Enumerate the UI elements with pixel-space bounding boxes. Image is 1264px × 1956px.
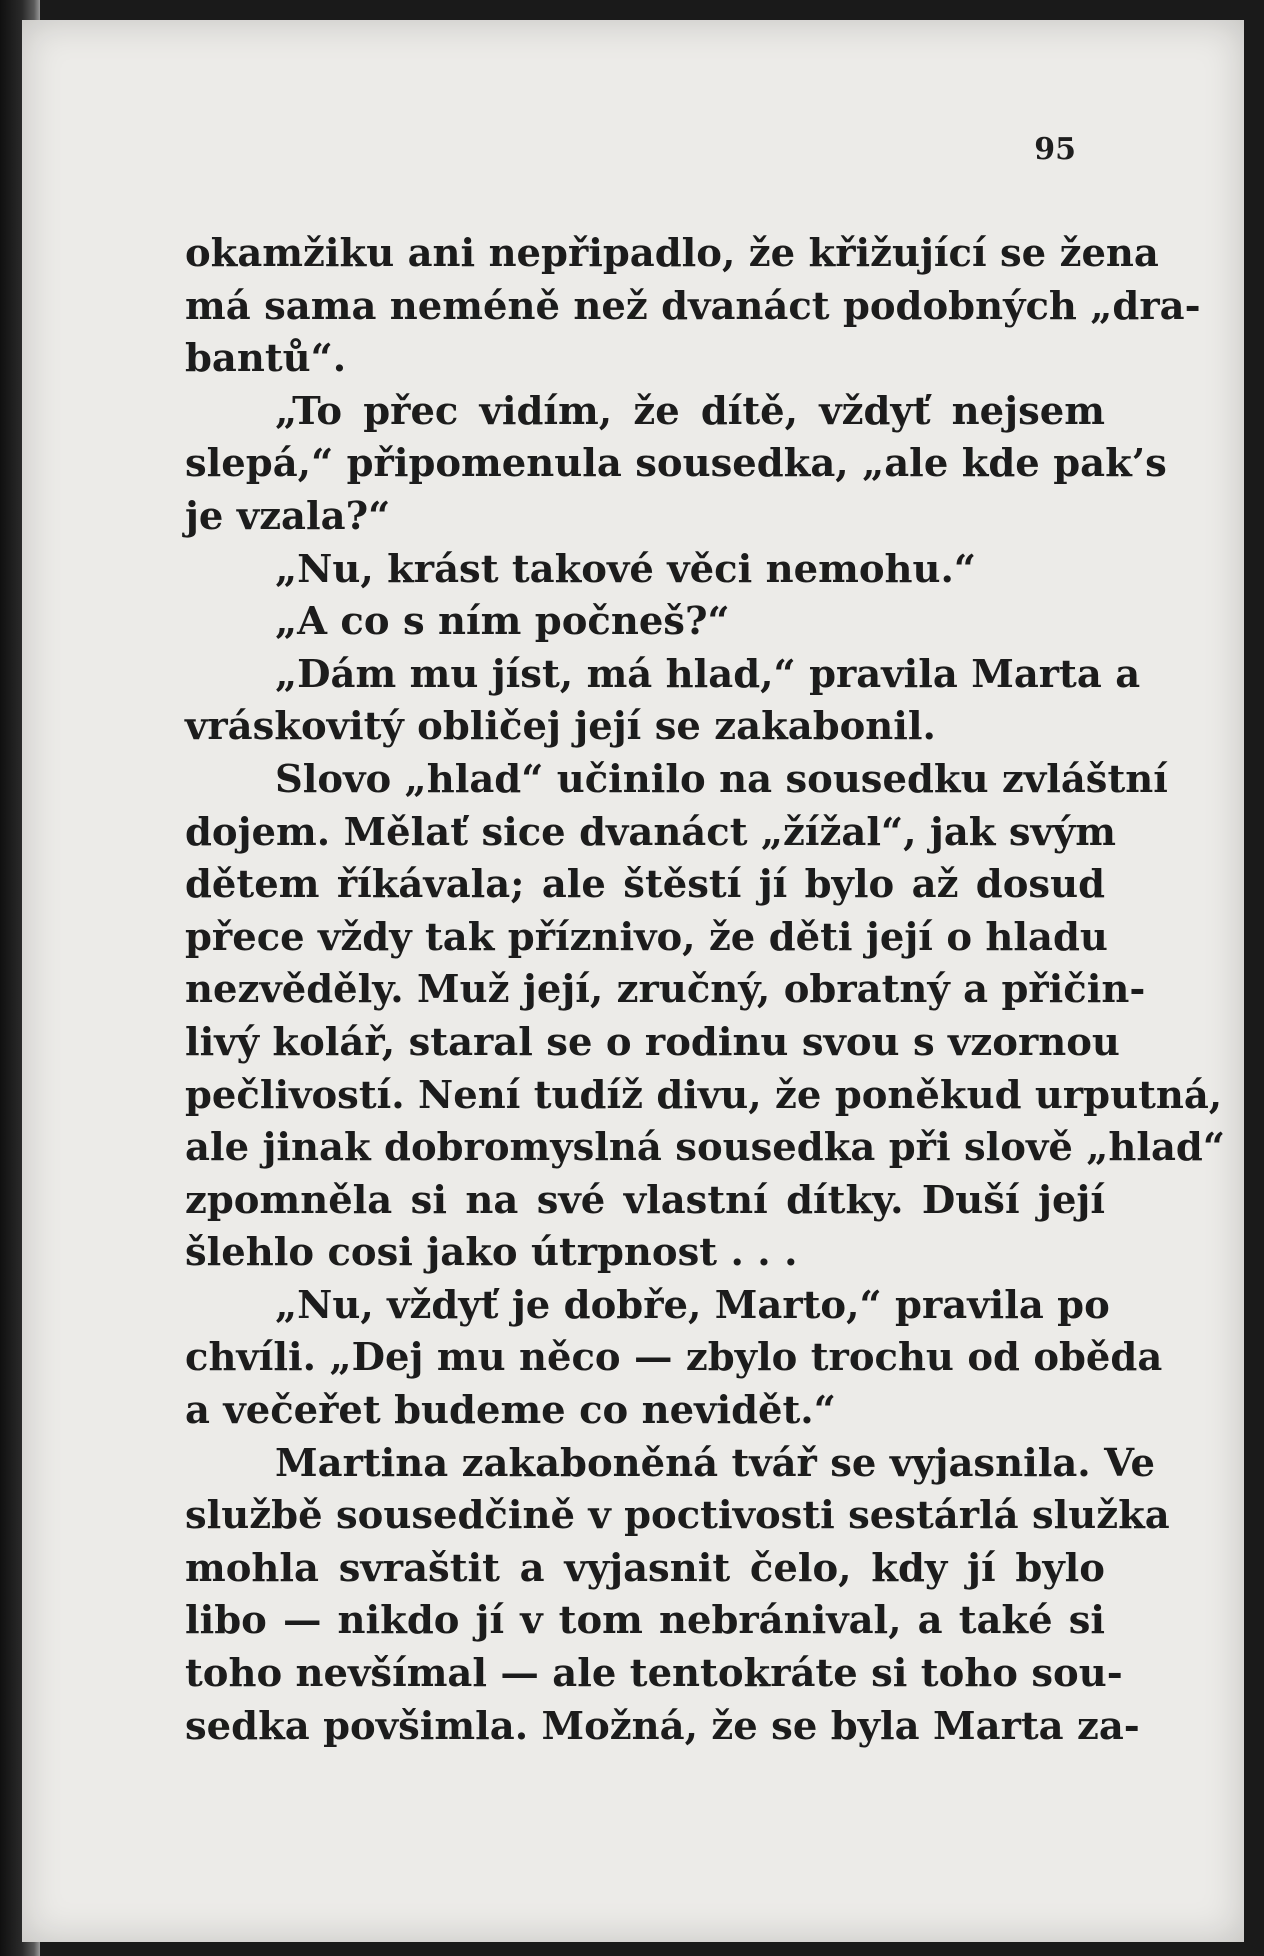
text-line: zpomněla si na své vlastní dítky. Duší její — [185, 1177, 1105, 1223]
text-line: šlehlo cosi jako útrpnost . . . — [185, 1230, 798, 1276]
text-line: ale jinak dobromyslná sousedka při slově „hlad“ — [185, 1125, 1225, 1171]
text-line: livý kolář, staral se o rodinu svou s vzornou — [185, 1019, 1120, 1065]
text-line: „Nu, vždyť je dobře, Marto,“ pravila po — [275, 1282, 1110, 1328]
text-line: přece vždy tak příznivo, že děti její o hladu — [185, 914, 1108, 960]
text-line: vráskovitý obličej její se zakabonil. — [185, 704, 936, 750]
text-line: službě sousedčině v poctivosti sestárlá služka — [185, 1493, 1170, 1539]
text-line: mohla svraštit a vyjasnit čelo, kdy jí bylo — [185, 1545, 1105, 1591]
text-line: „To přec vidím, že dítě, vždyť nejsem — [275, 388, 1105, 434]
text-line: a večeřet budeme co nevidět.“ — [185, 1388, 836, 1434]
text-line: slepá,“ připomenula sousedka, „ale kde pak’s — [185, 441, 1167, 487]
text-line: dojem. Mělať sice dvanáct „žížal“, jak svým — [185, 809, 1117, 855]
text-line: toho nevšímal — ale tentokráte si toho sou- — [185, 1651, 1123, 1697]
text-line: Slovo „hlad“ učinilo na sousedku zvláštní — [275, 756, 1168, 802]
text-line: chvíli. „Dej mu něco — zbylo trochu od oběda — [185, 1335, 1163, 1381]
book-page — [22, 20, 1244, 1942]
text-line: nezvěděly. Muž její, zručný, obratný a přičin- — [185, 967, 1146, 1013]
text-line: pečlivostí. Není tudíž divu, že poněkud urputná, — [185, 1072, 1223, 1118]
text-line: dětem říkávala; ale štěstí jí bylo až dosud — [185, 862, 1105, 908]
page-number: 95 — [1034, 132, 1076, 167]
text-line: „Nu, krást takové věci nemohu.“ — [275, 546, 977, 592]
text-line: má sama neméně než dvanáct podobných „dra- — [185, 283, 1201, 329]
text-line: „A co s ním počneš?“ — [275, 599, 730, 645]
text-line: je vzala?“ — [185, 493, 391, 539]
text-line: „Dám mu jíst, má hlad,“ pravila Marta a — [275, 651, 1141, 697]
text-line: bantů“. — [185, 336, 347, 382]
text-line: Martina zakaboněná tvář se vyjasnila. Ve — [275, 1440, 1155, 1486]
page-text — [185, 228, 1225, 1753]
text-line: sedka povšimla. Možná, že se byla Marta za- — [185, 1703, 1140, 1749]
text-line: okamžiku ani nepřipadlo, že křižující se žena — [185, 231, 1159, 276]
text-line: libo — nikdo jí v tom nebránival, a také si — [185, 1598, 1105, 1644]
